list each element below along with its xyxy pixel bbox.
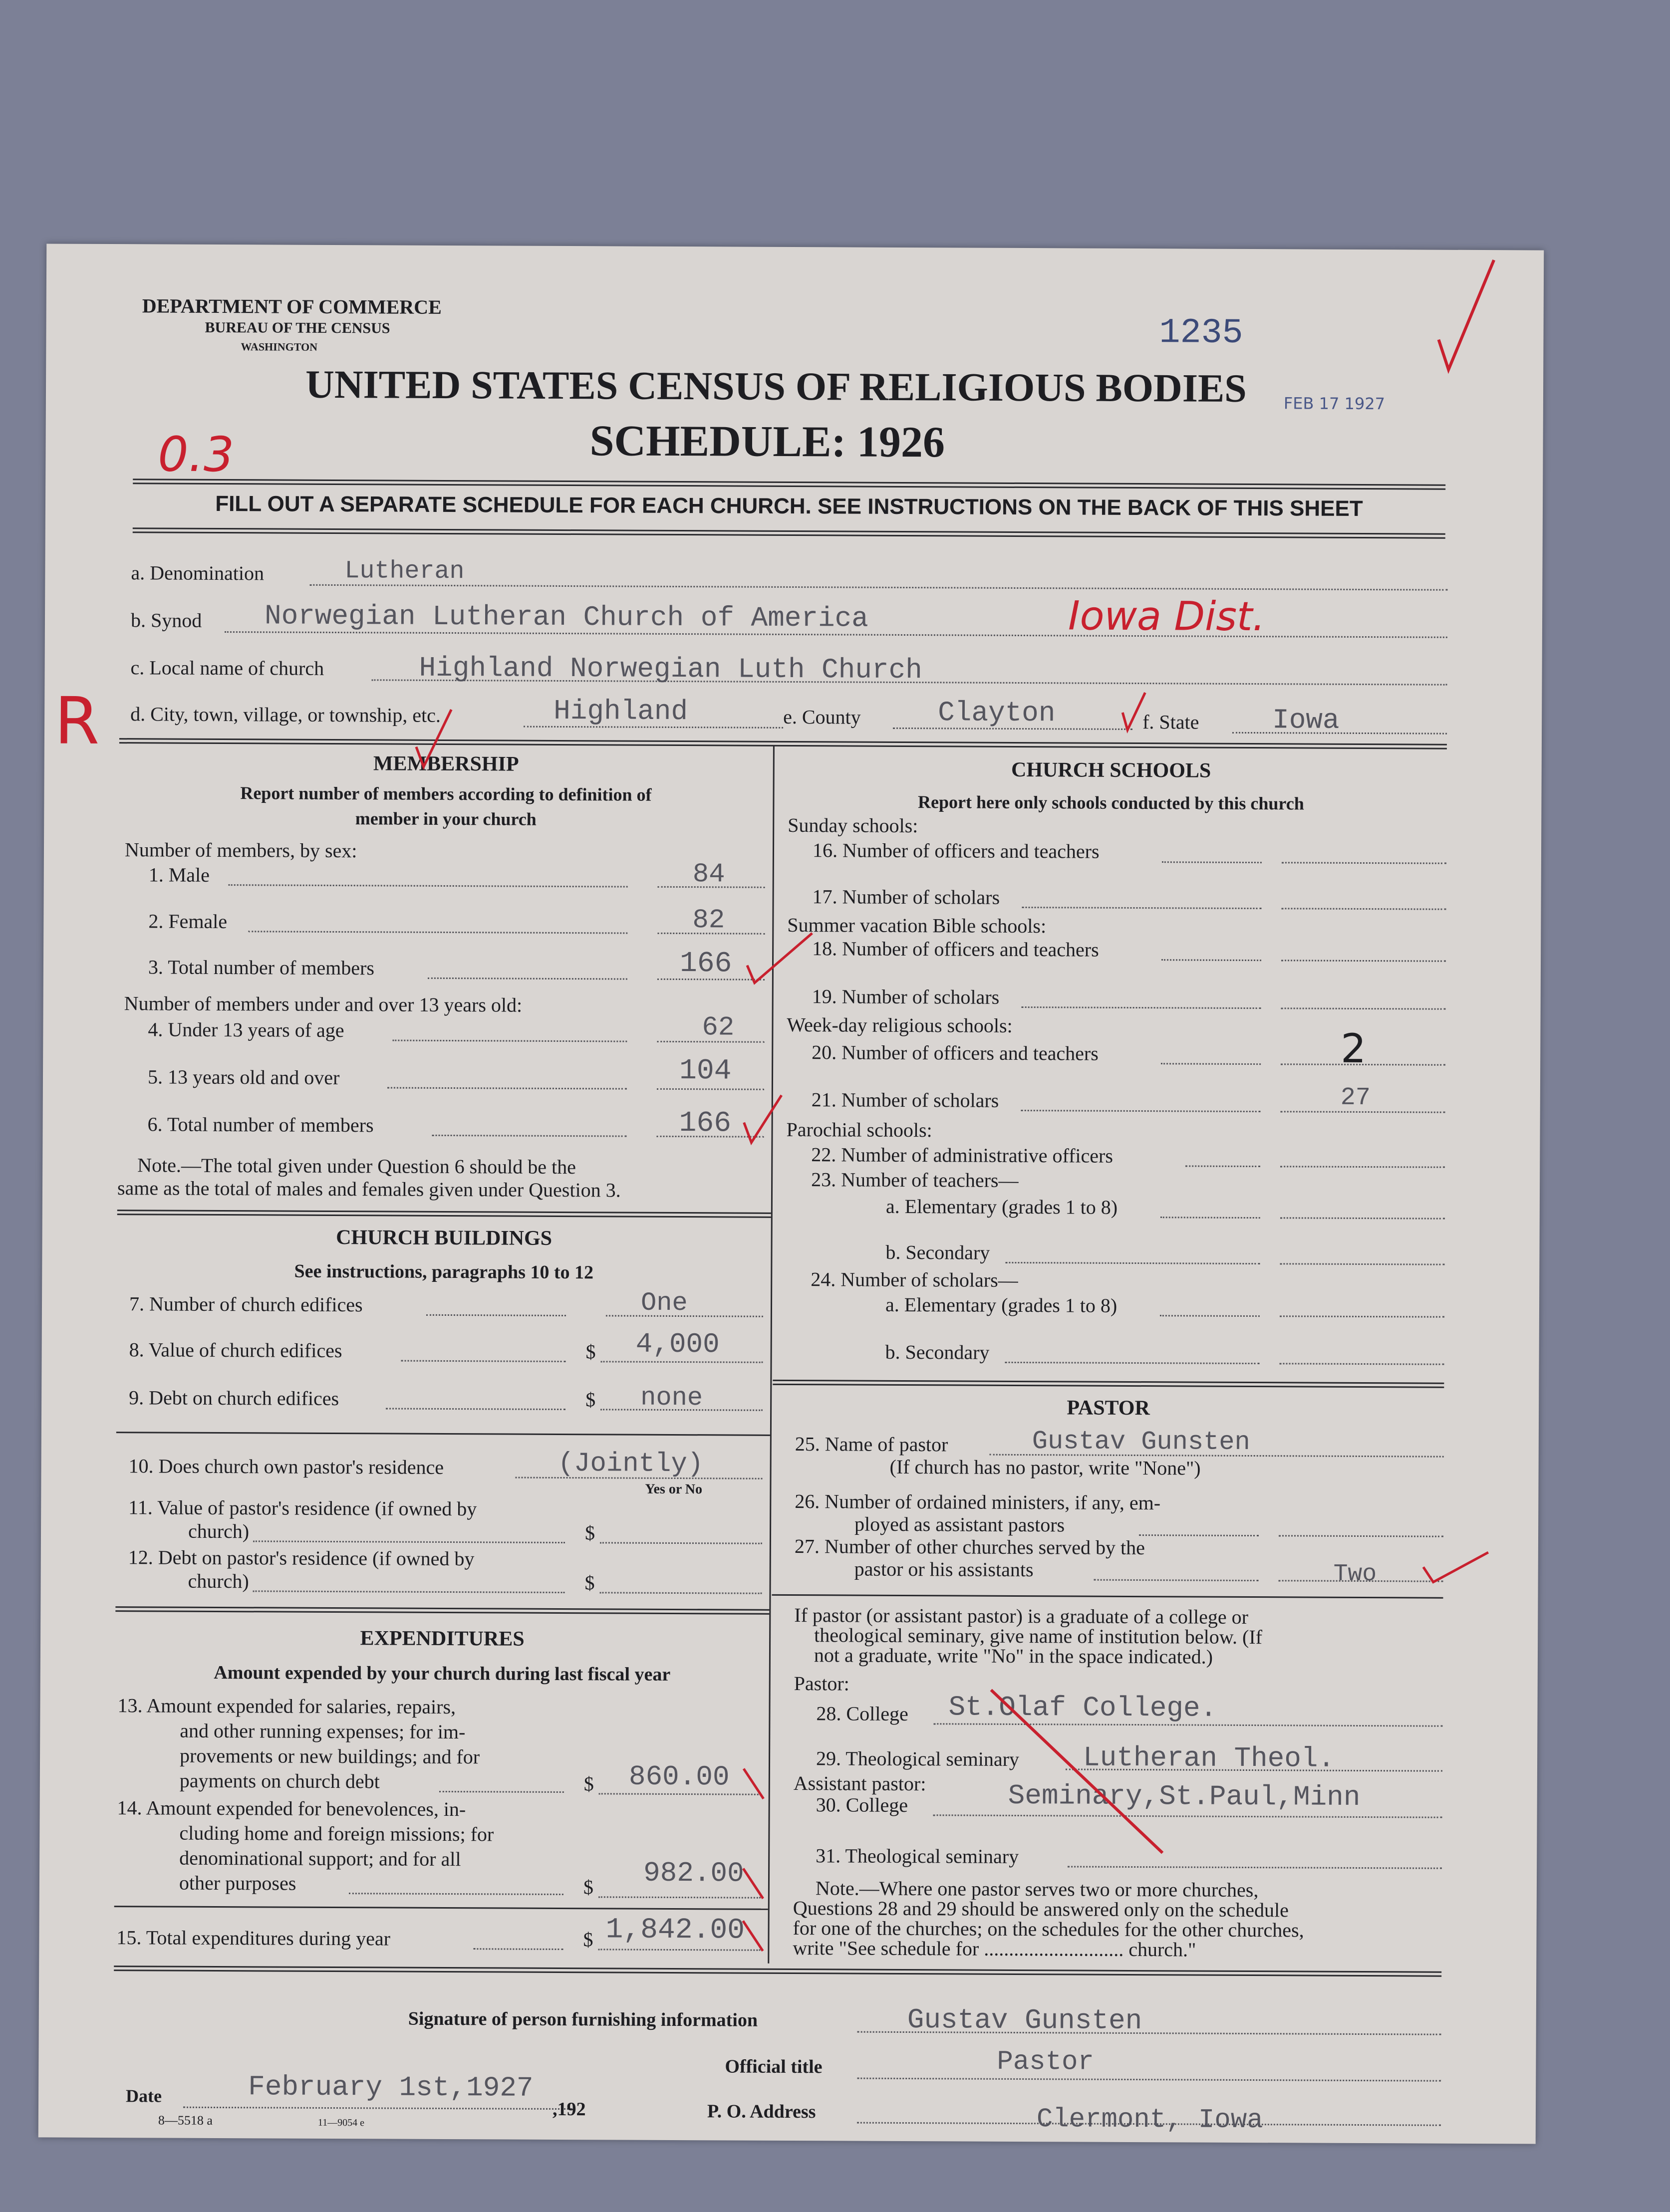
q13-line-2: and other running expenses; for im- (180, 1719, 466, 1743)
denomination-value: Lutheran (344, 557, 465, 586)
q27-value: Two (1333, 1560, 1377, 1588)
county-value: Clayton (938, 697, 1056, 730)
buildings-heading: CHURCH BUILDINGS (336, 1226, 553, 1250)
q12-label-b: church) (188, 1569, 249, 1593)
q11-label-a: 11. Value of pastor's residence (if owned by (128, 1496, 477, 1520)
city-label: d. City, town, village, or township, etc. (130, 703, 441, 727)
form-title: UNITED STATES CENSUS OF RELIGIOUS BODIES (305, 362, 1247, 411)
official-title-label: Official title (725, 2056, 823, 2078)
q20-label: 20. Number of officers and teachers (812, 1041, 1099, 1065)
bureau-name: BUREAU OF THE CENSUS (205, 319, 390, 337)
q26-label-a: 26. Number of ordained ministers, if any, em- (795, 1490, 1161, 1514)
q23-label: 23. Number of teachers— (811, 1168, 1019, 1192)
q7-value: One (640, 1288, 688, 1318)
sunday-schools-label: Sunday schools: (788, 813, 918, 837)
received-date-stamp: FEB 17 1927 (1283, 394, 1386, 414)
signature-value: Gustav Gunsten (907, 2004, 1142, 2037)
q9-label: 9. Debt on church edifices (129, 1386, 339, 1410)
q10-value: (Jointly) (557, 1448, 704, 1480)
q8-dollar: $ (585, 1340, 596, 1363)
synod-label: b. Synod (130, 609, 202, 632)
q25-note: (If church has no pastor, write "None") (889, 1455, 1201, 1479)
fill-out-instruction: FILL OUT A SEPARATE SCHEDULE FOR EACH CHURCH. SEE INSTRUCTIONS ON THE BACK OF THIS SHEET (215, 491, 1363, 521)
q15-slash (743, 1921, 763, 1951)
q13-dollar: $ (583, 1772, 594, 1795)
synod-red-annotation: Iowa Dist. (1068, 592, 1265, 640)
q13-line-1: 13. Amount expended for salaries, repairs, (117, 1694, 456, 1719)
q16-label: 16. Number of officers and teachers (812, 839, 1100, 863)
q29-label: 29. Theological seminary (816, 1747, 1020, 1771)
pastor-note-4: write "See schedule for ............................ church." (793, 1937, 1196, 1961)
synod-value: Norwegian Lutheran Church of America (264, 600, 868, 635)
buildings-sub: See instructions, paragraphs 10 to 12 (294, 1260, 594, 1283)
expenditures-sub: Amount expended by your church during last fiscal year (214, 1662, 671, 1685)
membership-heading: MEMBERSHIP (373, 752, 519, 776)
q5-label: 5. 13 years old and over (147, 1065, 340, 1089)
po-address-label: P. O. Address (707, 2101, 816, 2123)
q27-check-mark (1423, 1552, 1488, 1583)
q22-label: 22. Number of administrative officers (811, 1143, 1113, 1167)
q10-label: 10. Does church own pastor's residence (128, 1455, 444, 1478)
q3-value: 166 (679, 948, 732, 981)
membership-note-2: same as the total of males and females given under Question 3. (117, 1177, 621, 1202)
q29-value: Lutheran Theol. (1083, 1741, 1335, 1775)
graduate-note-3: not a graduate, write "No" in the space indicated.) (814, 1644, 1213, 1668)
q21-value: 27 (1340, 1083, 1371, 1113)
q24-label: 24. Number of scholars— (811, 1268, 1018, 1291)
q27-label-a: 27. Number of other churches served by the (794, 1535, 1145, 1559)
q3-check-mark (747, 933, 812, 983)
q2-value: 82 (692, 905, 725, 936)
q11-label-b: church) (188, 1519, 250, 1543)
q14-line-4: other purposes (179, 1871, 296, 1895)
q14-value: 982.00 (643, 1857, 744, 1890)
form-number-2: 11—9054 e (317, 2117, 365, 2129)
graduate-note-1: If pastor (or assistant pastor) is a graduate of a college or (794, 1604, 1249, 1629)
q4-label: 4. Under 13 years of age (148, 1018, 344, 1042)
q1-value: 84 (692, 859, 725, 890)
church-name-value: Highland Norwegian Luth Church (419, 652, 922, 687)
q25-label: 25. Name of pastor (795, 1433, 948, 1456)
q14-slash (743, 1869, 763, 1899)
q2-label: 2. Female (148, 910, 228, 933)
department-name: DEPARTMENT OF COMMERCE (142, 294, 442, 318)
q9-value: none (640, 1383, 703, 1413)
assistant-pastor-subhead: Assistant pastor: (793, 1772, 926, 1795)
q17-label: 17. Number of scholars (812, 885, 1000, 909)
q8-value: 4,000 (635, 1328, 720, 1361)
q4-value: 62 (702, 1012, 735, 1043)
form-subtitle: SCHEDULE: 1926 (589, 417, 945, 467)
q5-value: 104 (679, 1055, 732, 1088)
state-value: Iowa (1272, 704, 1340, 737)
q13-line-4: payments on church debt (179, 1769, 380, 1793)
q30-label: 30. College (816, 1793, 908, 1817)
po-address-value: Clermont, Iowa (1036, 2104, 1263, 2136)
city-value: Highland (554, 695, 688, 728)
pastor-note-2: Questions 28 and 29 should be answered only on the schedule (793, 1897, 1289, 1922)
date-value: February 1st,1927 (248, 2071, 534, 2104)
pastor-heading: PASTOR (1067, 1396, 1150, 1420)
q15-label: 15. Total expenditures during year (116, 1926, 391, 1950)
date-label: Date (126, 2086, 162, 2106)
membership-sub-2: member in your church (355, 808, 537, 829)
q19-label: 19. Number of scholars (812, 985, 1000, 1008)
q3-label: 3. Total number of members (148, 956, 375, 980)
weekday-schools-label: Week-day religious schools: (787, 1013, 1013, 1037)
date-suffix: ,192 (552, 2098, 586, 2120)
schedule-number-stamp: 1235 (1159, 313, 1243, 353)
q25-value: Gustav Gunsten (1032, 1427, 1250, 1458)
denomination-label: a. Denomination (131, 561, 265, 585)
membership-sub-1: Report number of members according to definition of (240, 783, 652, 805)
members-by-age-label: Number of members under and over 13 years old: (124, 992, 523, 1016)
expenditures-heading: EXPENDITURES (360, 1627, 525, 1651)
q31-label: 31. Theological seminary (816, 1844, 1019, 1868)
q1-label: 1. Male (148, 863, 210, 886)
q28-value: St.Olaf College. (948, 1691, 1217, 1724)
q7-label: 7. Number of church edifices (129, 1292, 363, 1316)
q15-dollar: $ (583, 1928, 593, 1951)
pastor-note-1: Note.—Where one pastor serves two or more churches, (815, 1877, 1259, 1902)
q13-line-3: provements or new buildings; and for (179, 1744, 480, 1768)
schools-heading: CHURCH SCHOOLS (1011, 758, 1211, 782)
q23b-label: b. Secondary (885, 1240, 990, 1264)
q12-dollar: $ (584, 1571, 595, 1594)
official-title-value: Pastor (997, 2046, 1094, 2078)
parochial-schools-label: Parochial schools: (786, 1118, 932, 1142)
yes-no-caption: Yes or No (645, 1481, 703, 1497)
pastor-subhead: Pastor: (794, 1672, 849, 1695)
q30-value: Seminary,St.Paul,Minn (1008, 1779, 1361, 1813)
red-handwritten-note: 0.3 (158, 426, 235, 483)
q14-dollar: $ (583, 1876, 594, 1899)
q14-line-1: 14. Amount expended for benevolences, in- (117, 1796, 466, 1821)
q14-line-3: denominational support; and for all (179, 1846, 461, 1871)
graduate-note-2: theological seminary, give name of institution below. (If (814, 1624, 1263, 1649)
q8-label: 8. Value of church edifices (129, 1338, 342, 1362)
q24b-label: b. Secondary (885, 1340, 990, 1364)
q11-dollar: $ (584, 1521, 595, 1544)
q12-label-a: 12. Debt on pastor's residence (if owned by (128, 1546, 475, 1570)
q6-label: 6. Total number of members (147, 1113, 374, 1137)
county-label: e. County (783, 705, 861, 729)
q6-value: 166 (679, 1107, 732, 1140)
members-by-sex-label: Number of members, by sex: (124, 838, 357, 862)
census-form-sheet (38, 244, 1544, 2144)
q6-check-mark (744, 1095, 781, 1143)
q13-value: 860.00 (628, 1760, 730, 1793)
q9-dollar: $ (585, 1388, 596, 1411)
q15-value: 1,842.00 (605, 1914, 745, 1947)
q24a-label: a. Elementary (grades 1 to 8) (885, 1293, 1117, 1317)
q18-label: 18. Number of officers and teachers (812, 937, 1099, 961)
top-check-mark (1438, 260, 1494, 370)
membership-note-1: Note.—The total given under Question 6 should be the (137, 1154, 576, 1179)
signature-label: Signature of person furnishing information (408, 2008, 758, 2031)
q28-label: 28. College (816, 1702, 908, 1725)
red-r-mark: R (54, 683, 100, 759)
red-pen-marks (38, 244, 1544, 2144)
q20-value: 2 (1341, 1025, 1367, 1072)
schools-sub: Report here only schools conducted by this church (917, 792, 1304, 814)
q26-label-b: ployed as assistant pastors (854, 1512, 1065, 1536)
county-check-mark (1122, 693, 1145, 730)
summer-schools-label: Summer vacation Bible schools: (787, 913, 1047, 938)
college-cross-stroke (990, 1690, 1163, 1853)
state-label: f. State (1142, 711, 1199, 734)
q21-label: 21. Number of scholars (811, 1088, 999, 1112)
q27-label-b: pastor or his assistants (854, 1557, 1034, 1581)
q14-line-2: cluding home and foreign missions; for (179, 1821, 494, 1846)
pastor-note-3: for one of the churches; on the schedules for the other churches, (793, 1917, 1304, 1942)
q23a-label: a. Elementary (grades 1 to 8) (885, 1195, 1118, 1219)
form-number-1: 8—5518 a (158, 2113, 213, 2128)
bureau-city: WASHINGTON (241, 340, 318, 353)
q13-slash (744, 1769, 764, 1799)
church-name-label: c. Local name of church (130, 656, 324, 680)
city-check-mark (416, 710, 452, 767)
